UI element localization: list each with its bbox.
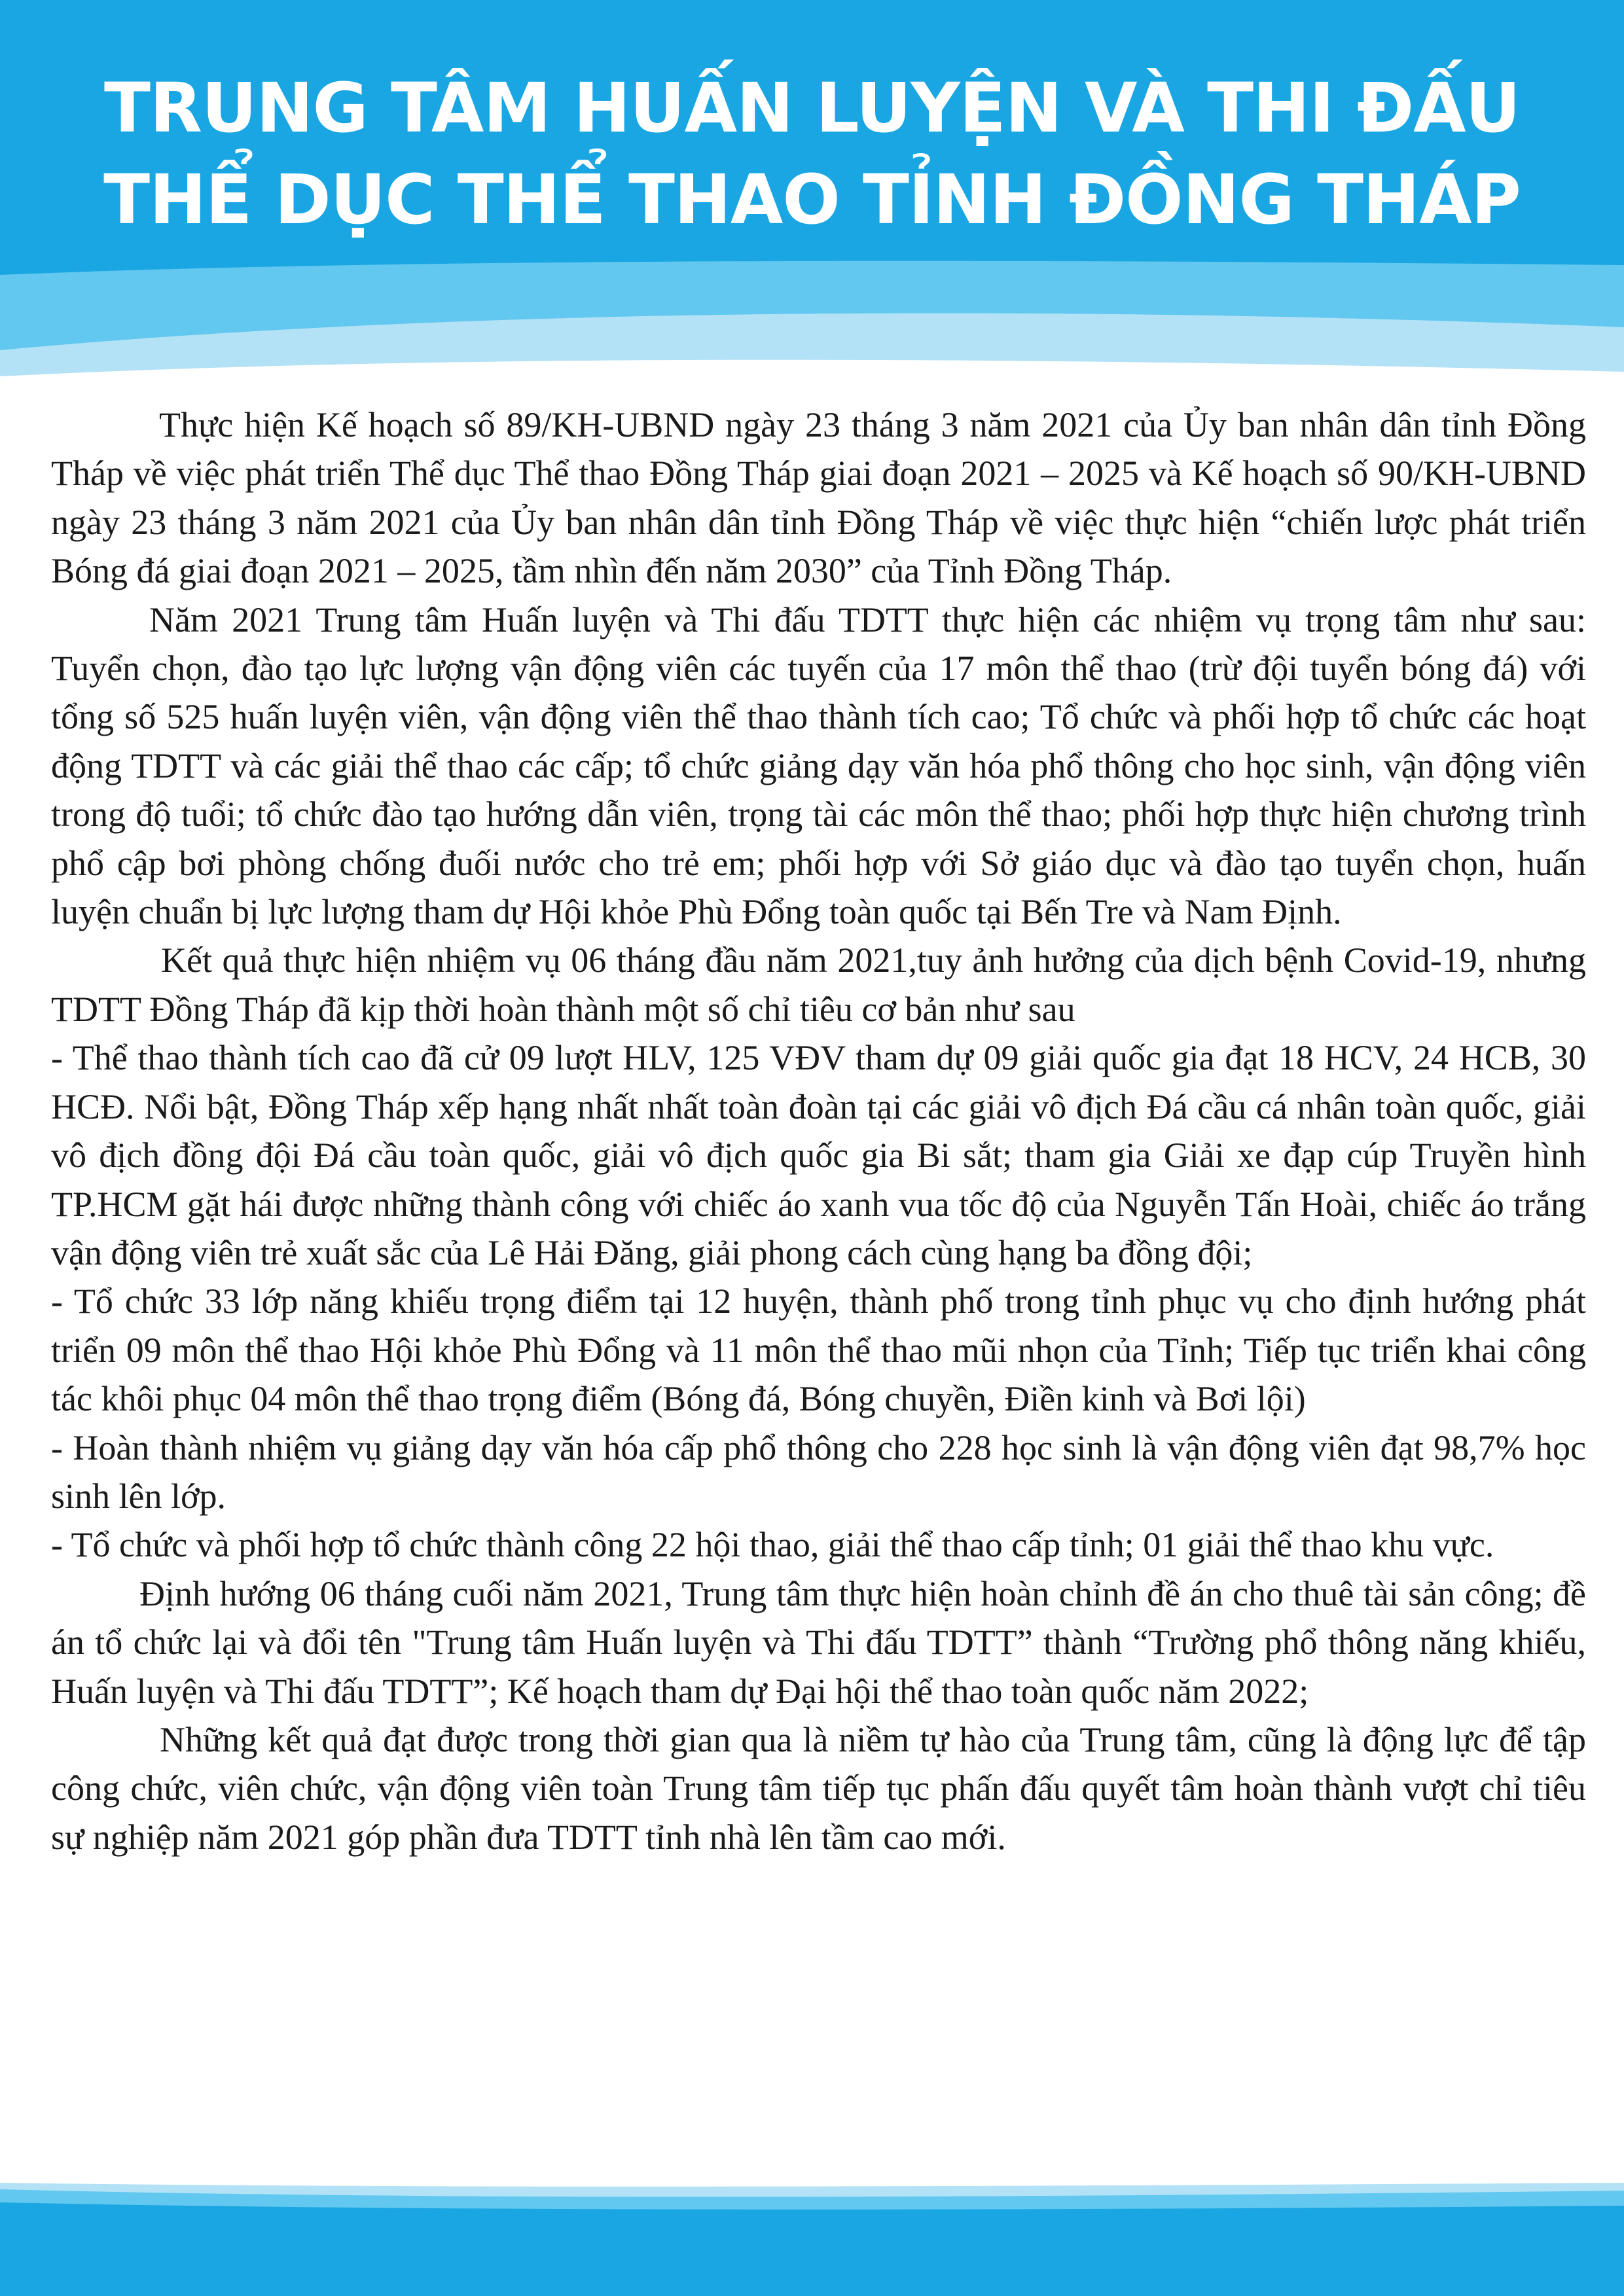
title-line-2: THỂ DỤC THỂ THAO TỈNH ĐỒNG THÁP	[103, 160, 1521, 240]
paragraph-results-intro: Kết quả thực hiện nhiệm vụ 06 tháng đầu năm 2021,tuy ảnh hưởng của dịch bệnh Covid-19, nhưng TDTT Đồng Tháp đã kịp thời hoàn thành một số chỉ tiêu cơ bản như sau	[51, 941, 1586, 1029]
paragraph-tasks-2021: Năm 2021 Trung tâm Huấn luyện và Thi đấu TDTT thực hiện các nhiệm vụ trọng tâm như sau: Tuyển chọn, đào tạo lực lượng vận động viên các tuyến của 17 môn thể thao (trừ đội tuyển bóng đá) với tổng số 525 huấn luyện viên, vận động viên thể thao thành tích cao; Tổ chức và phối hợp tổ chức các hoạt động TDTT và các giải thể thao các cấp; tổ chức giảng dạy văn hóa phổ thông cho học sinh, vận động viên trong độ tuổi; tổ chức đào tạo hướng dẫn viên, trọng tài các môn thể thao; phối hợp thực hiện chương trình phổ cập bơi phòng chống đuối nước cho trẻ em; phối hợp với Sở giáo dục và đào tạo tuyển chọn, huấn luyện chuẩn bị lực lượng tham dự Hội khỏe Phù Đổng toàn quốc tại Bến Tre và Nam Định.	[51, 600, 1586, 932]
paragraph-intro: Thực hiện Kế hoạch số 89/KH-UBND ngày 23 tháng 3 năm 2021 của Ủy ban nhân dân tỉnh Đồng Tháp về việc phát triển Thể dục Thể thao Đồng Tháp giai đoạn 2021 – 2025 và Kế hoạch số 90/KH-UBND ngày 23 tháng 3 năm 2021 của Ủy ban nhân dân tỉnh Đồng Tháp về việc thực hiện “chiến lược phát triển Bóng đá giai đoạn 2021 – 2025, tầm nhìn đến năm 2030” của Tỉnh Đồng Tháp.	[51, 405, 1586, 591]
bullet-high-performance-sports: - Thể thao thành tích cao đã cử 09 lượt HLV, 125 VĐV tham dự 09 giải quốc gia đạt 18 HCV, 24 HCB, 30 HCĐ. Nổi bật, Đồng Tháp xếp hạng nhất nhất toàn đoàn tại các giải vô địch Đá cầu cá nhân toàn quốc, giải vô địch đồng đội Đá cầu toàn quốc, giải vô địch quốc gia Bi sắt; tham gia Giải xe đạp cúp Truyền hình TP.HCM gặt hái được những thành công với chiếc áo xanh vua tốc độ của Nguyễn Tấn Hoài, chiếc áo trắng vận động viên trẻ xuất sắc của Lê Hải Đăng, giải phong cách cùng hạng ba đồng đội;	[51, 1038, 1586, 1272]
paragraph-conclusion: Những kết quả đạt được trong thời gian qua là niềm tự hào của Trung tâm, cũng là động lực để tập công chức, viên chức, vận động viên toàn Trung tâm tiếp tục phấn đấu quyết tâm hoàn thành vượt chỉ tiêu sự nghiệp năm 2021 góp phần đưa TDTT tỉnh nhà lên tầm cao mới.	[51, 1719, 1586, 1857]
page-title	[0, 62, 1624, 245]
bullet-culture-teaching: - Hoàn thành nhiệm vụ giảng dạy văn hóa cấp phổ thông cho 228 học sinh là vận động viên đạt 98,7% học sinh lên lớp.	[51, 1427, 1586, 1516]
footer-banner	[0, 2183, 1624, 2296]
bullet-talent-classes: - Tổ chức 33 lớp năng khiếu trọng điểm tại 12 huyện, thành phố trong tỉnh phục vụ cho định hướng phát triển 09 môn thể thao Hội khỏe Phù Đổng và 11 môn thể thao mũi nhọn của Tỉnh; Tiếp tục triển khai công tác khôi phục 04 môn thể thao trọng điểm (Bóng đá, Bóng chuyền, Điền kinh và Bơi lội)	[51, 1282, 1586, 1419]
header-banner	[0, 0, 1624, 376]
footer-wave-decoration	[0, 2183, 1624, 2296]
article-body	[51, 401, 1586, 1861]
title-line-1: TRUNG TÂM HUẤN LUYỆN VÀ THI ĐẤU	[103, 68, 1521, 148]
bullet-sports-events: - Tổ chức và phối hợp tổ chức thành công 22 hội thao, giải thể thao cấp tỉnh; 01 giải thể thao khu vực.	[51, 1525, 1494, 1565]
paragraph-orientation: Định hướng 06 tháng cuối năm 2021, Trung tâm thực hiện hoàn chỉnh đề án cho thuê tài sản công; đề án tổ chức lại và đổi tên "Trung tâm Huấn luyện và Thi đấu TDTT” thành “Trường phổ thông năng khiếu, Huấn luyện và Thi đấu TDTT”; Kế hoạch tham dự Đại hội thể thao toàn quốc năm 2022;	[51, 1573, 1586, 1711]
